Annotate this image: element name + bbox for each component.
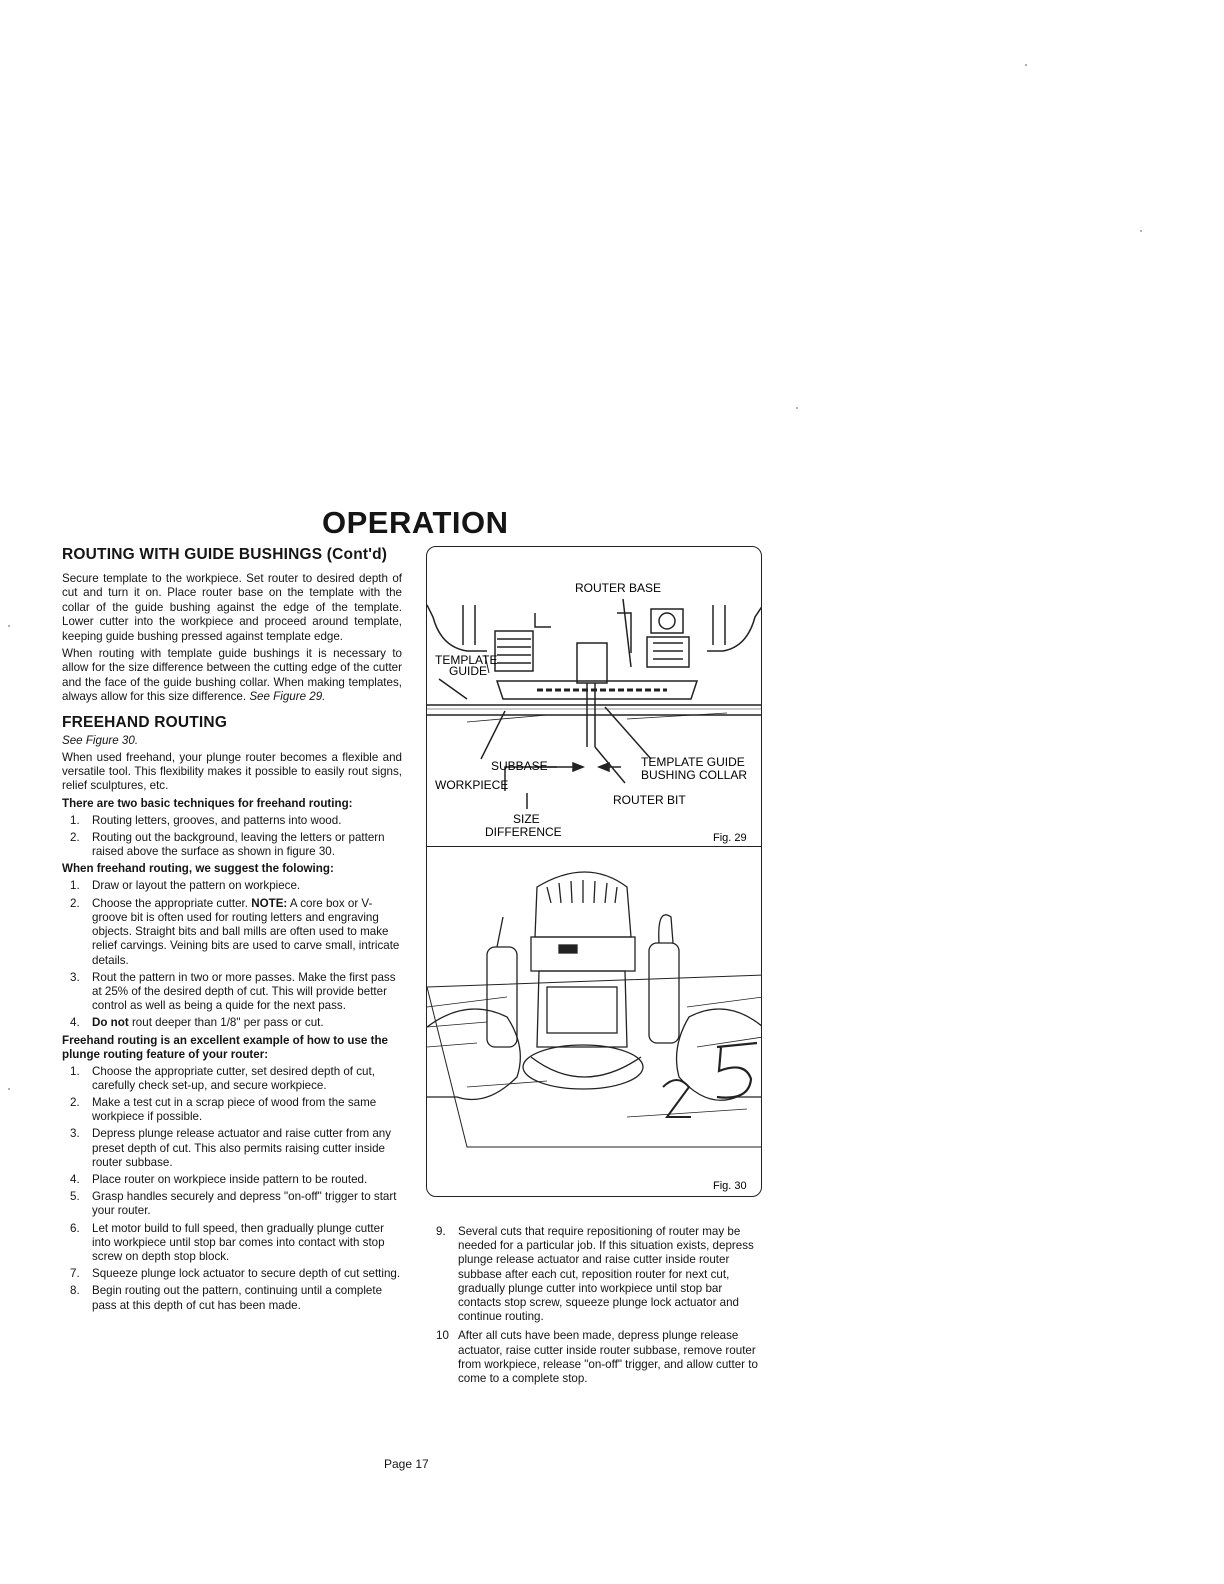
list-item: 9. Several cuts that require repositioning of router may be needed for a particular job. If this situation exists, depress plunge release actuator and raise cutter inside router subbase after each cut, reposition router for next cut, gradually plunge cutter into workpiece until stop bar contacts stop screw, squeeze plunge lock actuator and continue routing. <box>436 1225 754 1324</box>
list-item: 10 After all cuts have been made, depress plunge release actuator, raise cutter inside router subbase, remove router from workpiece, release "on-off" trigger, and allow cutter to come to a complete stop. <box>436 1329 758 1386</box>
technique-list <box>62 814 402 860</box>
list-lead: Freehand routing is an excellent example of how to use the plunge routing feature of your router: <box>62 1033 388 1061</box>
list-lead: There are two basic techniques for freehand routing: <box>62 796 353 810</box>
label-router-bit: ROUTER BIT <box>613 793 686 807</box>
figure-reference: See Figure 30. <box>62 733 139 747</box>
list-item: 1. Draw or layout the pattern on workpiece. <box>70 879 301 893</box>
figure-30-illustration <box>427 847 762 1197</box>
scan-speck <box>8 625 10 627</box>
list-item: 4. Place router on workpiece inside pattern to be routed. <box>70 1172 368 1186</box>
section-heading-guide-bushings: ROUTING WITH GUIDE BUSHINGS (Cont'd) <box>62 546 388 563</box>
list-item: 2. Make a test cut in a scrap piece of wood from the same workpiece if possible. <box>70 1095 377 1124</box>
label-template: TEMPLATE <box>435 653 498 667</box>
label-workpiece: WORKPIECE <box>435 778 509 792</box>
paragraph: When used freehand, your plunge router becomes a flexible and versatile tool. This flexibility makes it possible to easily rout signs, relief sculptures, etc. <box>62 750 402 793</box>
page-title: OPERATION <box>322 505 509 540</box>
paragraph: When routing with template guide bushings it is necessary to allow for the size difference between the cutting edge of the cutter and the face of the guide bushing collar. When making templates, always allow for this size difference. See Figure 29. <box>62 647 402 704</box>
list-item: 1. Routing letters, grooves, and patterns into wood. <box>70 813 342 827</box>
label-router-base: ROUTER BASE <box>575 581 662 595</box>
list-item: 3. Depress plunge release actuator and raise cutter from any preset depth of cut. This also permits raising cutter inside router subbase. <box>70 1127 392 1169</box>
scan-speck <box>8 1088 10 1090</box>
scan-speck <box>1025 64 1027 66</box>
list-item: 2. Choose the appropriate cutter. NOTE: A core box or V-groove bit is often used for routing letters and engraving objects. Straight bits and ball mills are often used to make relief carvings. Veining bits are used to carve small, intricate details. <box>70 896 400 967</box>
figure-reference: See Figure 29. <box>249 690 326 704</box>
note-label: NOTE: <box>251 896 288 910</box>
list-item: 4. Do not rout deeper than 1/8" per pass or cut. <box>70 1016 324 1030</box>
label-template-guide: TEMPLATE GUIDE <box>641 755 745 769</box>
list-item: 8. Begin routing out the pattern, continuing until a complete pass at this depth of cut has been made. <box>70 1284 383 1312</box>
section-heading-freehand: FREEHAND ROUTING <box>62 713 228 731</box>
list-item: 7. Squeeze plunge lock actuator to secure depth of cut setting. <box>70 1267 401 1281</box>
page-number: Page 17 <box>384 1457 429 1471</box>
figure-29-caption: Fig. 29 <box>713 832 747 844</box>
figure-30-caption: Fig. 30 <box>713 1180 747 1192</box>
list-item: 6. Let motor build to full speed, then gradually plunge cutter into workpiece until stop bar comes into contact with stop screw on depth stop block. <box>70 1221 385 1263</box>
list-item: 1. Choose the appropriate cutter, set desired depth of cut, carefully check set-up, and secure workpiece. <box>70 1064 375 1092</box>
left-column <box>62 546 402 1316</box>
suggestion-list <box>62 879 402 1030</box>
scan-speck <box>1140 230 1142 232</box>
list-item: 3. Rout the pattern in two or more passes. Make the first pass at 25% of the desired depth of cut. This will provide better control as well as being a quide for the next pass. <box>70 970 396 1013</box>
list-lead: When freehand routing, we suggest the folowing: <box>62 862 334 876</box>
figure-29-diagram <box>427 547 762 847</box>
label-subbase: SUBBASE <box>491 759 548 773</box>
figure-panel <box>426 546 762 1197</box>
label-difference: DIFFERENCE <box>485 825 562 839</box>
right-column <box>428 1225 763 1389</box>
list-item: 5. Grasp handles securely and depress "on-off" trigger to start your router. <box>70 1190 397 1218</box>
plunge-steps-list <box>62 1065 402 1313</box>
paragraph: Secure template to the workpiece. Set router to desired depth of cut and turn it on. Place router base on the template with the collar of the guide bushing against the edge of the template. Lower cutter into the workpiece and proceed around template, keeping guide bushing pressed against template edge. <box>62 572 402 643</box>
list-item: 2. Routing out the background, leaving the letters or pattern raised above the surface as shown in figure 30. <box>70 831 385 859</box>
scan-speck <box>796 407 798 409</box>
label-guide: GUIDE <box>449 664 488 678</box>
label-bushing-collar: BUSHING COLLAR <box>641 768 748 782</box>
plunge-steps-continued <box>428 1225 763 1386</box>
label-size: SIZE <box>513 812 540 826</box>
